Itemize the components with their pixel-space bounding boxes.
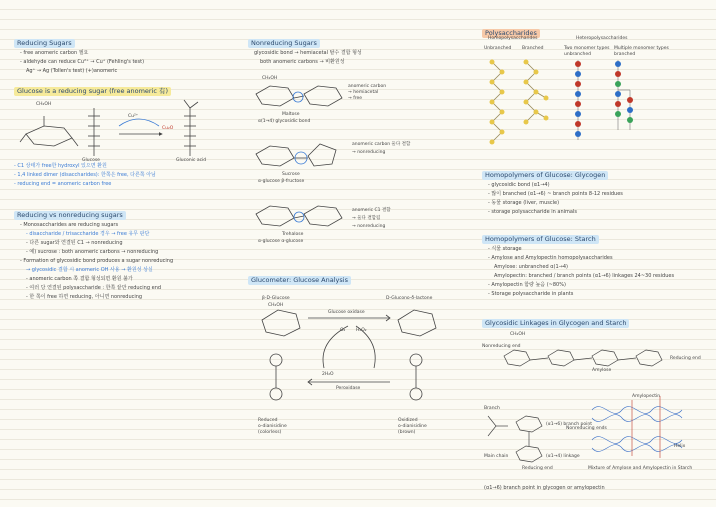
ch2oh-label: CH₂OH bbox=[262, 76, 278, 81]
nonreducing-sugars-section bbox=[248, 30, 470, 67]
note-line: anomeric C1 결합 bbox=[352, 208, 391, 213]
ch2oh-label: CH₂OH bbox=[36, 102, 52, 107]
gluconolactone-label: D-Glucono-δ-lactone bbox=[386, 296, 433, 301]
heteropolysaccharides-label: Heteropolysaccharides bbox=[576, 36, 628, 41]
maltose-label: Maltose bbox=[282, 112, 300, 117]
note-line: anomeric carbon 둘다 결합 bbox=[352, 142, 411, 147]
column-3 bbox=[482, 14, 706, 501]
note-line: → 둘다 결합됨 bbox=[352, 216, 381, 221]
beta-d-glucose-label: β-D-Glucose bbox=[262, 296, 290, 301]
amylose-label: Amylose bbox=[592, 368, 612, 373]
glucose-oxidase-label: Glucose oxidase bbox=[328, 310, 365, 315]
nonreducing-end-label: Nonreducing end bbox=[482, 344, 521, 349]
note-line: - Monosaccharides are reducing sugars bbox=[20, 222, 119, 228]
starch-mixture-caption: Mixture of Amylose and Amylopectin in Starch bbox=[588, 466, 693, 471]
note-line: - 동물 storage (liver, muscle) bbox=[488, 200, 560, 206]
note-line: - Storage polysaccharide in plants bbox=[488, 291, 574, 297]
reducing-sugars-title: Reducing Sugars bbox=[14, 39, 75, 48]
note-line: → nonreducing bbox=[352, 224, 386, 229]
note-line: both anomeric carbons → 비환원성 bbox=[260, 59, 345, 65]
ch2oh-label: CH₂OH bbox=[268, 303, 284, 308]
trehalose-label: Trehalose bbox=[282, 232, 304, 237]
dianisidine-label: o-dianisidine bbox=[398, 424, 427, 429]
reducing-vs-nonreducing-section bbox=[14, 202, 236, 302]
note-line: - 많이 branched (α1→6) ~ branch points 8-12 residues bbox=[488, 191, 623, 197]
glycosidic-linkages-title: Glycosidic Linkages in Glycogen and Starch bbox=[482, 319, 629, 328]
free-label: → free bbox=[348, 96, 363, 101]
reducing-vs-nonreducing-title: Reducing vs nonreducing sugars bbox=[14, 211, 126, 220]
oxidized-label: Oxidized bbox=[398, 418, 418, 423]
brown-label: (brown) bbox=[398, 430, 416, 435]
gluconic-acid-label: Gluconic acid bbox=[176, 158, 207, 163]
branched-label: branched bbox=[614, 52, 636, 57]
branch-point-label: (α1→6) branch point bbox=[546, 422, 592, 427]
anomeric-carbon-label: anomeric carbon bbox=[348, 84, 387, 89]
note-line: - 예) sucrose : both anomeric carbons → nonreducing bbox=[26, 249, 159, 255]
o2-label: O₂ bbox=[340, 328, 346, 333]
glycogen-title: Homopolymers of Glucose: Glycogen bbox=[482, 171, 608, 180]
reducing-sugars-section bbox=[14, 30, 236, 97]
reducing-end-label: Reducing end bbox=[670, 356, 701, 361]
branch-point-footnote: (α1→6) branch point in glycogen or amylopectin bbox=[484, 485, 605, 491]
note-line: - Amylopectin 함량 높음 (~80%) bbox=[488, 282, 566, 288]
note-line: - free anomeric carbon 필요 bbox=[20, 50, 89, 56]
branch-label: Branch bbox=[484, 406, 500, 411]
main-chain-label: Main chain bbox=[484, 454, 509, 459]
note-line: - aldehyde can reduce Cu²⁺ → Cu⁺ (Fehling's test) bbox=[20, 59, 145, 65]
note-line: - 1,4 linked dimer (disaccharides): 한쪽은 free, 다른쪽 아님 bbox=[14, 172, 156, 178]
water-label: 2H₂O bbox=[322, 372, 334, 377]
homopolysaccharides-label: Homopolysaccharides bbox=[488, 36, 538, 41]
maltose-bond-label: α(1→4) glycosidic bond bbox=[258, 119, 311, 124]
helix-label: Helix bbox=[674, 444, 686, 449]
trehalose-units-label: α-glucose α-glucose bbox=[258, 239, 304, 244]
note-line: - Formation of glycosidic bond produces a sugar nonreducing bbox=[20, 258, 174, 264]
ch2oh-label: CH₂OH bbox=[510, 332, 526, 337]
dianisidine-label: o-dianisidine bbox=[258, 424, 287, 429]
branched-label: Branched bbox=[522, 46, 544, 51]
reducing-end-label: Reducing end bbox=[522, 466, 553, 471]
linkage-label: (α1→4) linkage bbox=[546, 454, 580, 459]
note-line: - anomeric carbon 쪽 결합 형성되면 환원 불가 bbox=[26, 276, 133, 282]
multi-monomer-label: Multiple monomer types bbox=[614, 46, 669, 51]
note-line: - 여러 당 연결된 polysaccharide : 한쪽 끝만 reducing end bbox=[26, 285, 162, 291]
unbranched-label: Unbranched bbox=[484, 46, 512, 51]
note-line: - disaccharide / trisaccharide 경우 → free 유무 판단 bbox=[26, 231, 150, 237]
polysaccharide-chains-diagram bbox=[482, 60, 706, 160]
two-monomer-label: Two monomer types bbox=[564, 46, 610, 51]
reduced-label: Reduced bbox=[258, 418, 278, 423]
amylopectin-label: Amylopectin bbox=[632, 394, 661, 399]
peroxidase-label: Peroxidase bbox=[336, 386, 361, 391]
cu2o-label: Cu₂O bbox=[162, 126, 174, 131]
note-line: Amylopectin: branched / branch points (α1→6) linkages 24~30 residues bbox=[494, 273, 675, 279]
note-line: - 한 쪽이 free 하면 reducing, 아니면 nonreducing bbox=[26, 294, 143, 300]
column-1 bbox=[14, 14, 236, 501]
colorless-label: (colorless) bbox=[258, 430, 282, 435]
note-line: - storage polysaccharide in animals bbox=[488, 209, 577, 215]
hemiacetal-label: → hemiacetal bbox=[348, 90, 379, 95]
starch-title: Homopolymers of Glucose: Starch bbox=[482, 235, 599, 244]
sucrose-units-label: α-glucose β-fructose bbox=[258, 179, 305, 184]
note-line: - reducing end = anomeric carbon free bbox=[14, 181, 112, 187]
sucrose-label: Sucrose bbox=[282, 172, 300, 177]
note-line: → glycosidic 결합 시 anomeric OH 사용 → 환원성 상실 bbox=[26, 267, 153, 273]
polysaccharides-title: Polysaccharides bbox=[482, 29, 540, 38]
reducing-notes bbox=[14, 162, 236, 189]
glycogen-section bbox=[482, 162, 706, 217]
glucose-analysis-title: Glucometer: Glucose Analysis bbox=[248, 276, 351, 285]
note-line: - C1 상태가 free한 hydroxyl 있으면 환원 bbox=[14, 163, 107, 169]
note-line: Ag⁺ → Ag (Tollen's test) (+)anomeric bbox=[26, 68, 118, 74]
note-line: - 식물 storage bbox=[488, 246, 522, 252]
note-line: - glycosidic bond (α1→4) bbox=[488, 182, 550, 188]
note-line: Amylose: unbranched α(1→4) bbox=[494, 264, 568, 270]
nonreducing-sugars-title: Nonreducing Sugars bbox=[248, 39, 320, 48]
glucose-label: Glucose bbox=[82, 158, 100, 163]
note-line: → nonreducing bbox=[352, 150, 386, 155]
nonreducing-ends-label: Nonreducing ends bbox=[566, 426, 607, 431]
cu2-label: Cu²⁺ bbox=[128, 114, 139, 119]
column-2 bbox=[248, 14, 470, 501]
note-line: - Amylose and Amylopectin homopolysaccharides bbox=[488, 255, 613, 261]
h2o2-label: H₂O₂ bbox=[356, 328, 367, 333]
unbranched-label: unbranched bbox=[564, 52, 591, 57]
starch-section bbox=[482, 226, 706, 299]
reducing-highlight: Glucose is a reducing sugar (free anomeric 有) bbox=[14, 87, 171, 96]
note-line: glycosidic bond → hemiacetal 탈수 결합 형성 bbox=[254, 50, 362, 56]
note-line: - 다른 sugar와 연결된 C1 → nonreducing bbox=[26, 240, 123, 246]
